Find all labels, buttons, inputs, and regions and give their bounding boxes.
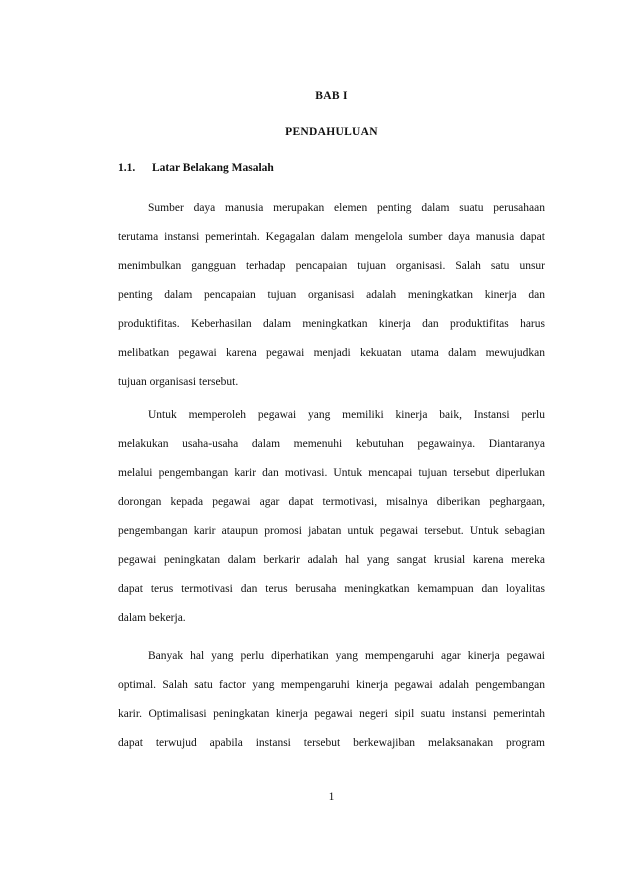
paragraph-line: Untuk memperoleh pegawai yang memiliki kinerja baik, Instansi perlu: [148, 409, 545, 421]
paragraph-3: [118, 650, 545, 766]
paragraph-line: Banyak hal yang perlu diperhatikan yang mempengaruhi agar kinerja pegawai: [148, 650, 545, 662]
paragraph-line: tujuan organisasi tersebut.: [118, 376, 239, 388]
chapter-title: PENDAHULUAN: [285, 126, 378, 138]
paragraph-line: dorongan kepada pegawai agar dapat termotivasi, misalnya diberikan peghargaan,: [118, 496, 545, 508]
paragraph-line: melibatkan pegawai karena pegawai menjadi kekuatan utama dalam mewujudkan: [118, 347, 545, 359]
paragraph-1: [118, 202, 545, 405]
paragraph-line: produktifitas. Keberhasilan dalam meningkatkan kinerja dan produktifitas harus: [118, 318, 545, 330]
section-title: Latar Belakang Masalah: [152, 162, 274, 174]
paragraph-line: dalam bekerja.: [118, 612, 186, 624]
paragraph-line: melalui pengembangan karir dan motivasi. Untuk mencapai tujuan tersebut diperlukan: [118, 467, 545, 479]
paragraph-line: terutama instansi pemerintah. Kegagalan dalam mengelola sumber daya manusia dapat: [118, 231, 545, 243]
paragraph-line: melakukan usaha-usaha dalam memenuhi kebutuhan pegawainya. Diantaranya: [118, 438, 545, 450]
section-heading: [118, 162, 274, 174]
paragraph-2: [118, 409, 545, 641]
paragraph-line: optimal. Salah satu factor yang mempengaruhi kinerja pegawai adalah pengembangan: [118, 679, 545, 691]
page-number: 1: [328, 791, 335, 803]
paragraph-line: karir. Optimalisasi peningkatan kinerja pegawai negeri sipil suatu instansi pemerintah: [118, 708, 545, 720]
paragraph-line: penting dalam pencapaian tujuan organisasi adalah meningkatkan kinerja dan: [118, 289, 545, 301]
section-number: 1.1.: [118, 162, 136, 174]
paragraph-line: Sumber daya manusia merupakan elemen penting dalam suatu perusahaan: [148, 202, 545, 214]
paragraph-line: pegawai peningkatan dalam berkarir adalah hal yang sangat krusial karena mereka: [118, 554, 545, 566]
paragraph-line: menimbulkan gangguan terhadap pencapaian tujuan organisasi. Salah satu unsur: [118, 260, 545, 272]
paragraph-line: dapat terus termotivasi dan terus berusaha meningkatkan kemampuan dan loyalitas: [118, 583, 545, 595]
paragraph-line: dapat terwujud apabila instansi tersebut berkewajiban melaksanakan program: [118, 737, 545, 749]
chapter-label: BAB I: [315, 90, 348, 102]
paragraph-line: pengembangan karir ataupun promosi jabatan untuk pegawai tersebut. Untuk sebagian: [118, 525, 545, 537]
